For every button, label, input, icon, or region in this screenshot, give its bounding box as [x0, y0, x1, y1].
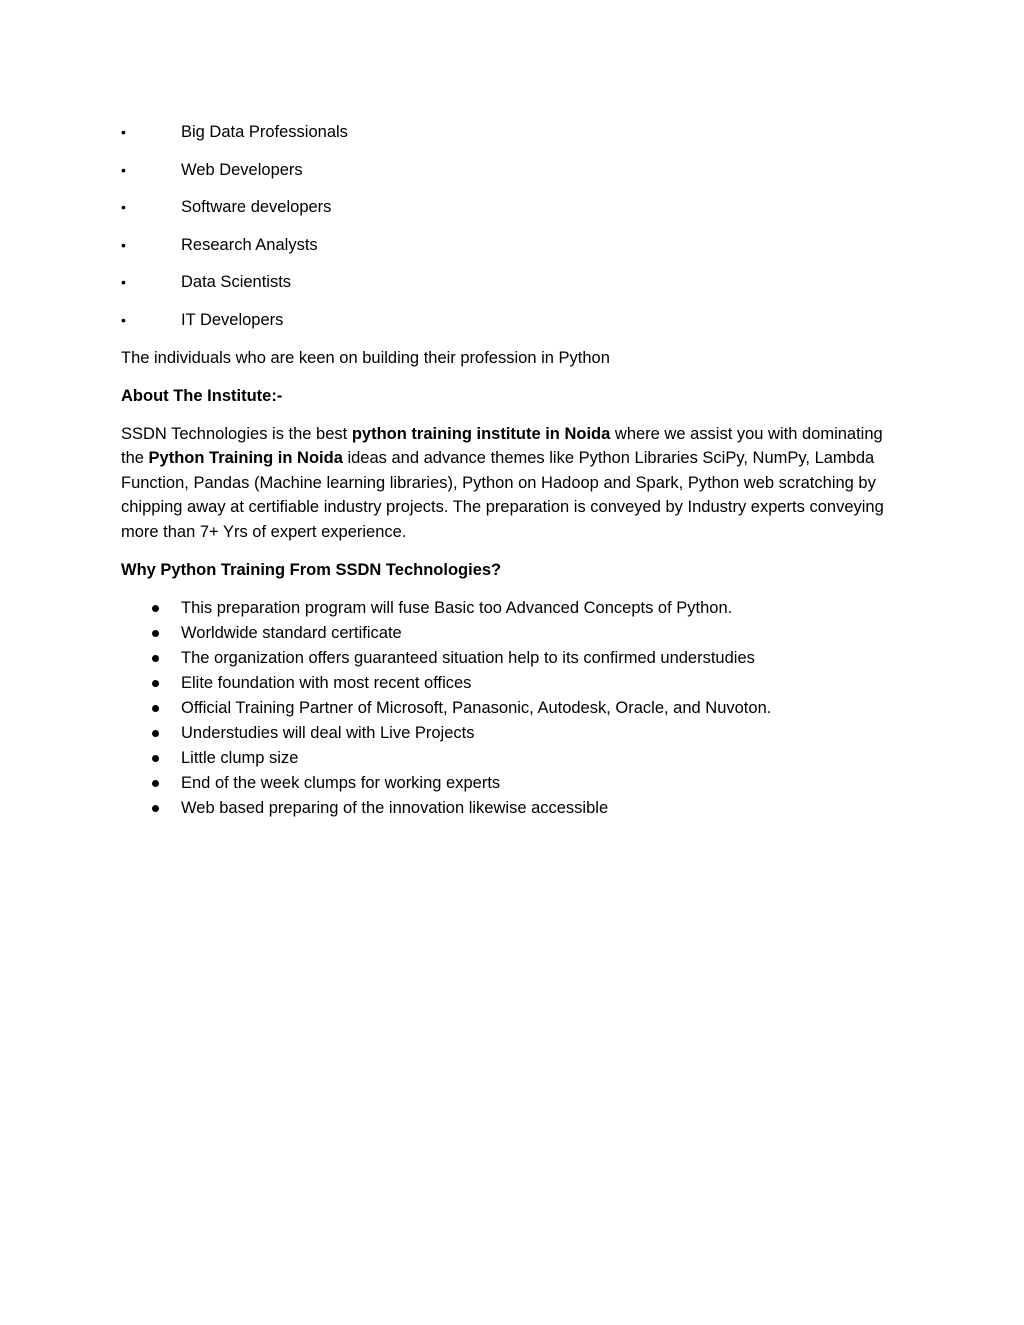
- bullet-icon: •: [121, 236, 126, 253]
- list-item-text: Big Data Professionals: [181, 123, 348, 141]
- list-item-text: Worldwide standard certificate: [181, 623, 402, 642]
- list-item: [121, 671, 891, 696]
- list-item-text: Official Training Partner of Microsoft, Panasonic, Autodesk, Oracle, and Nuvoton.: [181, 698, 772, 717]
- list-item: [121, 308, 891, 332]
- bullet-dot-icon: [152, 630, 159, 637]
- list-item: [121, 771, 891, 796]
- list-item: [121, 120, 891, 144]
- list-item: [121, 721, 891, 746]
- bullet-icon: •: [121, 124, 126, 140]
- list-item: [121, 158, 891, 182]
- bullet-dot-icon: [152, 730, 159, 737]
- list-item-text: Software developers: [181, 198, 332, 217]
- document-content: [121, 120, 891, 821]
- list-item-text: Understudies will deal with Live Projects: [181, 724, 475, 743]
- list-item: [121, 596, 891, 621]
- about-bold-2: Python Training in Noida: [148, 449, 343, 468]
- list-item-text: End of the week clumps for working experts: [181, 774, 501, 793]
- list-item-text: This preparation program will fuse Basic too Advanced Concepts of Python.: [181, 598, 733, 617]
- why-list: [121, 596, 891, 822]
- about-bold-1: python training institute in Noida: [351, 424, 611, 443]
- bullet-icon: •: [121, 274, 126, 291]
- about-heading: About The Institute:-: [121, 386, 283, 405]
- bullet-dot-icon: [152, 805, 159, 812]
- bullet-dot-icon: [152, 655, 159, 662]
- list-item: [121, 696, 891, 721]
- about-text-3: ideas and advance themes like Python Libraries SciPy, NumPy, Lambda Function, Pandas (Machine learning libraries), Python on Hadoop and Spark, Python web scratching by chipping away at certifiable industry projects. The preparation is conveyed by Industry experts conveying more than 7+ Yrs of expert experience.: [121, 449, 884, 541]
- bullet-dot-icon: [152, 680, 159, 687]
- bullet-dot-icon: [152, 605, 159, 612]
- list-item-text: The organization offers guaranteed situation help to its confirmed understudies: [181, 648, 755, 667]
- bullet-icon: •: [121, 311, 126, 328]
- list-item-text: Web Developers: [181, 160, 303, 179]
- list-item: [121, 621, 891, 646]
- list-item-text: Little clump size: [181, 749, 299, 768]
- list-item-text: Research Analysts: [181, 235, 318, 254]
- audience-note: The individuals who are keen on building their profession in Python: [121, 348, 610, 367]
- audience-list: [121, 120, 891, 332]
- bullet-dot-icon: [152, 705, 159, 712]
- bullet-dot-icon: [152, 780, 159, 787]
- about-text-2: where we assist you with dominating the: [121, 424, 883, 468]
- list-item-text: Elite foundation with most recent offices: [181, 673, 472, 692]
- list-item: [121, 646, 891, 671]
- why-heading: Why Python Training From SSDN Technologies?: [121, 560, 502, 579]
- list-item: [121, 195, 891, 219]
- list-item-text: Web based preparing of the innovation likewise accessible: [181, 799, 609, 818]
- about-text-1: SSDN Technologies is the best: [121, 424, 352, 443]
- list-item: [121, 233, 891, 257]
- list-item-text: IT Developers: [181, 310, 284, 329]
- bullet-dot-icon: [152, 755, 159, 762]
- bullet-icon: •: [121, 161, 126, 178]
- list-item: [121, 796, 891, 821]
- about-paragraph: [121, 422, 891, 545]
- list-item: [121, 270, 891, 294]
- bullet-icon: •: [121, 199, 126, 216]
- list-item: [121, 746, 891, 771]
- list-item-text: Data Scientists: [181, 273, 292, 292]
